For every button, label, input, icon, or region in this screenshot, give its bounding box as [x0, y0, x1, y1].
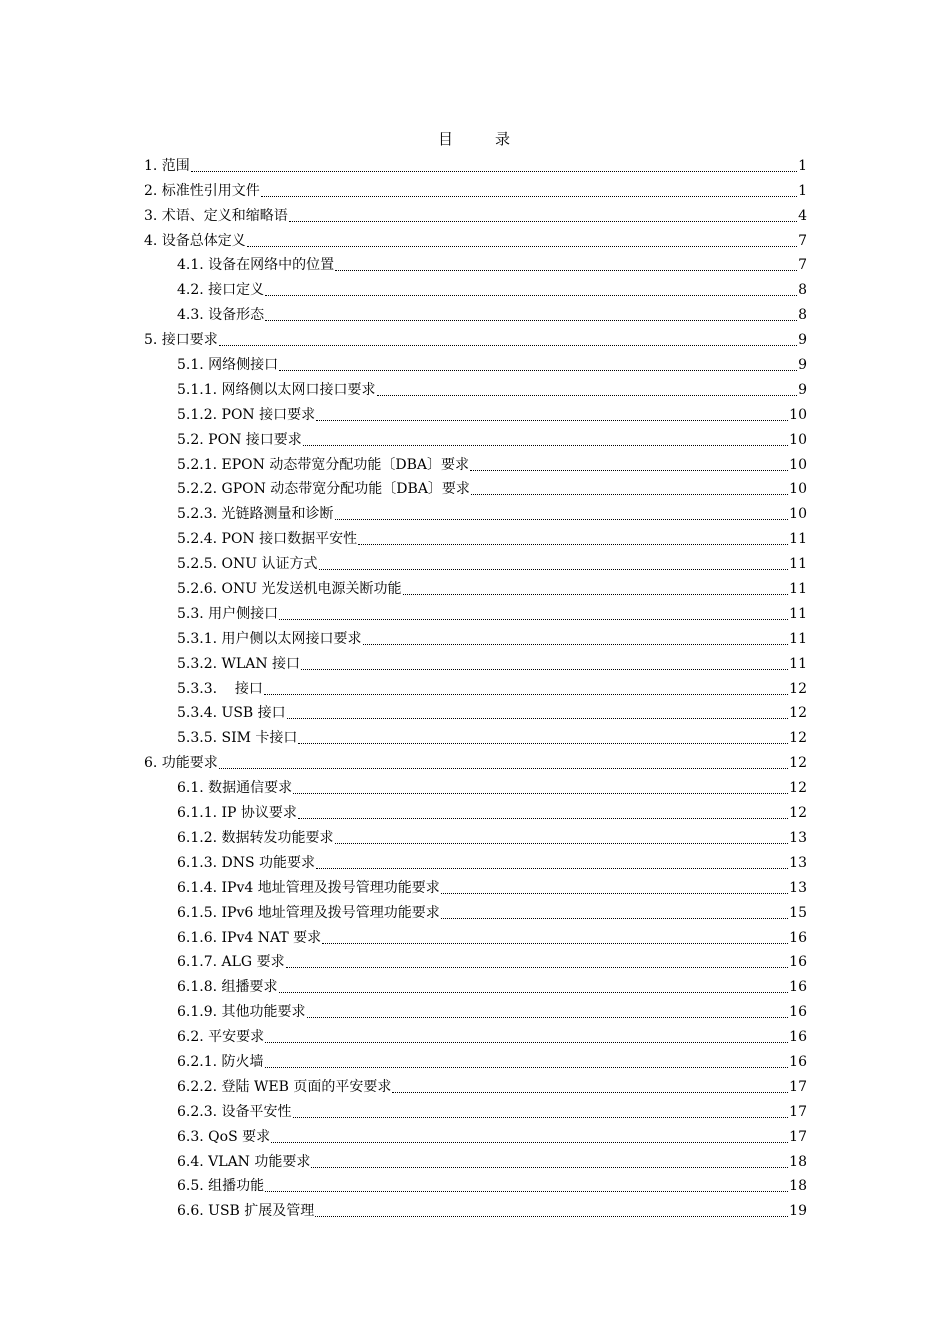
toc-entry[interactable] — [0, 150, 807, 175]
toc-dot-leader — [441, 892, 788, 894]
toc-entry-label: 4.2. 接口定义 — [177, 282, 265, 299]
toc-entry-label: 6.1.2. 数据转发功能要求 — [177, 829, 334, 846]
toc-entry[interactable] — [0, 1195, 807, 1220]
toc-entry[interactable] — [0, 1146, 807, 1171]
toc-entry[interactable] — [0, 374, 807, 399]
toc-entry-label: 6.1.4. IPv4 地址管理及拨号管理功能要求 — [177, 879, 440, 896]
toc-entry[interactable] — [0, 1121, 807, 1146]
toc-dot-leader — [335, 269, 797, 271]
toc-entry-label: 6.2.1. 防火墙 — [177, 1053, 264, 1070]
toc-entry[interactable] — [0, 797, 807, 822]
toc-entry[interactable] — [0, 772, 807, 797]
toc-dot-leader — [335, 518, 789, 520]
toc-entry-page-number: 8 — [798, 307, 807, 324]
toc-entry[interactable] — [0, 548, 807, 573]
toc-entry-label: 6.1.8. 组播要求 — [177, 979, 278, 996]
toc-entry-page-number: 12 — [789, 680, 807, 697]
toc-entry-label: 6. 功能要求 — [144, 755, 218, 772]
toc-entry[interactable] — [0, 299, 807, 324]
toc-entry-label: 5.3. 用户侧接口 — [177, 605, 279, 622]
toc-dot-leader — [219, 344, 797, 346]
toc-entry-page-number: 12 — [789, 780, 807, 797]
toc-dot-leader — [377, 394, 798, 396]
toc-entry-page-number: 8 — [798, 282, 807, 299]
toc-entry-page-number: 12 — [789, 705, 807, 722]
toc-entry-page-number: 17 — [789, 1103, 807, 1120]
toc-dot-leader — [279, 991, 789, 993]
toc-entry-label: 6.1.3. DNS 功能要求 — [177, 854, 316, 871]
toc-entry[interactable] — [0, 274, 807, 299]
toc-entry-label: 4.1. 设备在网络中的位置 — [177, 257, 335, 274]
toc-dot-leader — [265, 1041, 788, 1043]
toc-entry-label: 5.2.1. EPON 动态带宽分配功能〔DBA〕要求 — [177, 456, 469, 473]
toc-entry-page-number: 12 — [789, 755, 807, 772]
toc-entry[interactable] — [0, 1046, 807, 1071]
toc-entry-page-number: 16 — [789, 954, 807, 971]
toc-entry[interactable] — [0, 1171, 807, 1196]
toc-dot-leader — [319, 568, 789, 570]
toc-dot-leader — [286, 966, 789, 968]
toc-dot-leader — [279, 369, 797, 371]
toc-dot-leader — [264, 693, 788, 695]
toc-entry[interactable] — [0, 747, 807, 772]
toc-entry-page-number: 17 — [789, 1128, 807, 1145]
toc-entry-label: 5.3.4. USB 接口 — [177, 705, 286, 722]
toc-entry-page-number: 18 — [789, 1178, 807, 1195]
toc-entry[interactable] — [0, 947, 807, 972]
toc-title-right: 录 — [495, 130, 513, 148]
toc-entry[interactable] — [0, 424, 807, 449]
toc-entry-page-number: 7 — [798, 257, 807, 274]
toc-dot-leader — [441, 917, 788, 919]
toc-entry[interactable] — [0, 1021, 807, 1046]
toc-dot-leader — [293, 1116, 789, 1118]
toc-entry-page-number: 16 — [789, 1053, 807, 1070]
toc-entry-page-number: 11 — [789, 630, 807, 647]
toc-entry-page-number: 10 — [789, 431, 807, 448]
toc-entry-page-number: 19 — [789, 1203, 807, 1220]
toc-dot-leader — [471, 493, 788, 495]
toc-entry-page-number: 9 — [798, 357, 807, 374]
toc-dot-leader — [316, 867, 788, 869]
toc-entry-page-number: 13 — [789, 829, 807, 846]
toc-dot-leader — [322, 942, 788, 944]
toc-dot-leader — [261, 195, 797, 197]
toc-entry-label: 6.1. 数据通信要求 — [177, 780, 293, 797]
toc-entry-page-number: 11 — [789, 531, 807, 548]
toc-entry-label: 5.3.5. SIM 卡接口 — [177, 730, 298, 747]
toc-entry-page-number: 13 — [789, 879, 807, 896]
toc-entry-page-number: 12 — [789, 730, 807, 747]
toc-dot-leader — [247, 245, 797, 247]
toc-entry-page-number: 1 — [798, 182, 807, 199]
toc-entry-label: 5.3.3. 接口 — [177, 680, 263, 697]
toc-entry-page-number: 11 — [789, 605, 807, 622]
toc-entry-page-number: 9 — [798, 332, 807, 349]
toc-entry-label: 6.5. 组播功能 — [177, 1178, 265, 1195]
toc-dot-leader — [293, 792, 788, 794]
toc-title — [0, 128, 950, 149]
toc-dot-leader — [315, 1215, 788, 1217]
toc-entry-page-number: 10 — [789, 481, 807, 498]
toc-entry-label: 6.1.6. IPv4 NAT 要求 — [177, 929, 322, 946]
toc-entry-page-number: 1 — [798, 157, 807, 174]
toc-entry-label: 5.2.5. ONU 认证方式 — [177, 556, 318, 573]
toc-entry-label: 5.2.4. PON 接口数据平安性 — [177, 531, 358, 548]
toc-entry[interactable] — [0, 847, 807, 872]
toc-dot-leader — [191, 170, 797, 172]
toc-entry-page-number: 11 — [789, 556, 807, 573]
toc-entry-page-number: 16 — [789, 929, 807, 946]
toc-entry-page-number: 12 — [789, 805, 807, 822]
toc-entry[interactable] — [0, 971, 807, 996]
toc-entry[interactable] — [0, 175, 807, 200]
toc-entry[interactable] — [0, 523, 807, 548]
toc-entry[interactable] — [0, 399, 807, 424]
toc-entry[interactable] — [0, 648, 807, 673]
toc-entry-label: 5.3.1. 用户侧以太网接口要求 — [177, 630, 362, 647]
toc-dot-leader — [271, 1141, 788, 1143]
toc-entry[interactable] — [0, 573, 807, 598]
toc-entry-label: 5.3.2. WLAN 接口 — [177, 655, 301, 672]
toc-entry-page-number: 10 — [789, 506, 807, 523]
toc-entry-label: 5.2.3. 光链路测量和诊断 — [177, 506, 334, 523]
toc-dot-leader — [279, 618, 788, 620]
toc-entry-label: 6.6. USB 扩展及管理 — [177, 1203, 315, 1220]
toc-dot-leader — [307, 1016, 789, 1018]
toc-entry[interactable] — [0, 1096, 807, 1121]
toc-entry[interactable] — [0, 349, 807, 374]
toc-entry-label: 6.2. 平安要求 — [177, 1029, 265, 1046]
toc-entry-page-number: 16 — [789, 1004, 807, 1021]
toc-dot-leader — [265, 1066, 789, 1068]
toc-entry-label: 5.1.2. PON 接口要求 — [177, 406, 316, 423]
toc-entry[interactable] — [0, 449, 807, 474]
toc-entry-page-number: 4 — [798, 207, 807, 224]
toc-dot-leader — [287, 717, 789, 719]
toc-entry-label: 6.1.9. 其他功能要求 — [177, 1004, 306, 1021]
toc-dot-leader — [358, 543, 788, 545]
toc-entry[interactable] — [0, 200, 807, 225]
toc-entry[interactable] — [0, 250, 807, 275]
toc-entry-label: 4.3. 设备形态 — [177, 307, 265, 324]
toc-entry-page-number: 15 — [789, 904, 807, 921]
toc-entry[interactable] — [0, 822, 807, 847]
toc-entry-label: 6.4. VLAN 功能要求 — [177, 1153, 311, 1170]
toc-dot-leader — [265, 319, 797, 321]
toc-entry-label: 5.2.6. ONU 光发送机电源关断功能 — [177, 581, 402, 598]
toc-entry-page-number: 10 — [789, 456, 807, 473]
toc-entry[interactable] — [0, 922, 807, 947]
toc-entry[interactable] — [0, 872, 807, 897]
toc-dot-leader — [363, 643, 789, 645]
toc-dot-leader — [301, 668, 788, 670]
toc-entry-page-number: 16 — [789, 979, 807, 996]
toc-entry[interactable] — [0, 1071, 807, 1096]
toc-entry[interactable] — [0, 598, 807, 623]
toc-entry-label: 6.2.3. 设备平安性 — [177, 1103, 292, 1120]
toc-dot-leader — [303, 444, 788, 446]
toc-entry-label: 5.1.1. 网络侧以太网口接口要求 — [177, 381, 376, 398]
toc-entry-label: 5.2. PON 接口要求 — [177, 431, 302, 448]
toc-entry-label: 6.2.2. 登陆 WEB 页面的平安要求 — [177, 1078, 392, 1095]
toc-entry[interactable] — [0, 623, 807, 648]
toc-dot-leader — [392, 1091, 788, 1093]
toc-entry-label: 1. 范围 — [144, 157, 190, 174]
toc-entry-label: 6.1.5. IPv6 地址管理及拨号管理功能要求 — [177, 904, 440, 921]
toc-entry-page-number: 9 — [798, 381, 807, 398]
toc-entry[interactable] — [0, 897, 807, 922]
toc-dot-leader — [316, 419, 788, 421]
toc-entry-label: 6.1.7. ALG 要求 — [177, 954, 285, 971]
toc-dot-leader — [289, 220, 797, 222]
toc-dot-leader — [311, 1166, 788, 1168]
toc-entry-label: 6.1.1. IP 协议要求 — [177, 805, 297, 822]
toc-entry-label: 5.2.2. GPON 动态带宽分配功能〔DBA〕要求 — [177, 481, 470, 498]
toc-entry-label: 5.1. 网络侧接口 — [177, 357, 279, 374]
toc-dot-leader — [265, 294, 797, 296]
toc-list — [0, 150, 950, 1220]
toc-dot-leader — [470, 469, 788, 471]
toc-entry[interactable] — [0, 996, 807, 1021]
toc-entry[interactable] — [0, 474, 807, 499]
toc-entry-page-number: 11 — [789, 655, 807, 672]
toc-dot-leader — [335, 842, 789, 844]
toc-dot-leader — [265, 1190, 788, 1192]
toc-entry-label: 3. 术语、定义和缩略语 — [144, 207, 288, 224]
toc-entry-page-number: 7 — [798, 232, 807, 249]
toc-entry[interactable] — [0, 722, 807, 747]
toc-entry-page-number: 13 — [789, 854, 807, 871]
toc-entry-page-number: 16 — [789, 1029, 807, 1046]
toc-entry-label: 6.3. QoS 要求 — [177, 1128, 271, 1145]
toc-entry[interactable] — [0, 698, 807, 723]
toc-entry-page-number: 10 — [789, 406, 807, 423]
toc-entry-label: 4. 设备总体定义 — [144, 232, 246, 249]
toc-dot-leader — [298, 742, 788, 744]
toc-dot-leader — [298, 817, 788, 819]
toc-entry-label: 5. 接口要求 — [144, 332, 218, 349]
toc-entry-label: 2. 标准性引用文件 — [144, 182, 260, 199]
toc-entry[interactable] — [0, 225, 807, 250]
toc-title-left: 目 — [437, 130, 455, 148]
toc-entry[interactable] — [0, 673, 807, 698]
toc-entry[interactable] — [0, 498, 807, 523]
toc-dot-leader — [403, 593, 789, 595]
toc-entry-page-number: 17 — [789, 1078, 807, 1095]
toc-entry-page-number: 11 — [789, 581, 807, 598]
toc-dot-leader — [219, 767, 788, 769]
toc-entry-page-number: 18 — [789, 1153, 807, 1170]
toc-entry[interactable] — [0, 324, 807, 349]
